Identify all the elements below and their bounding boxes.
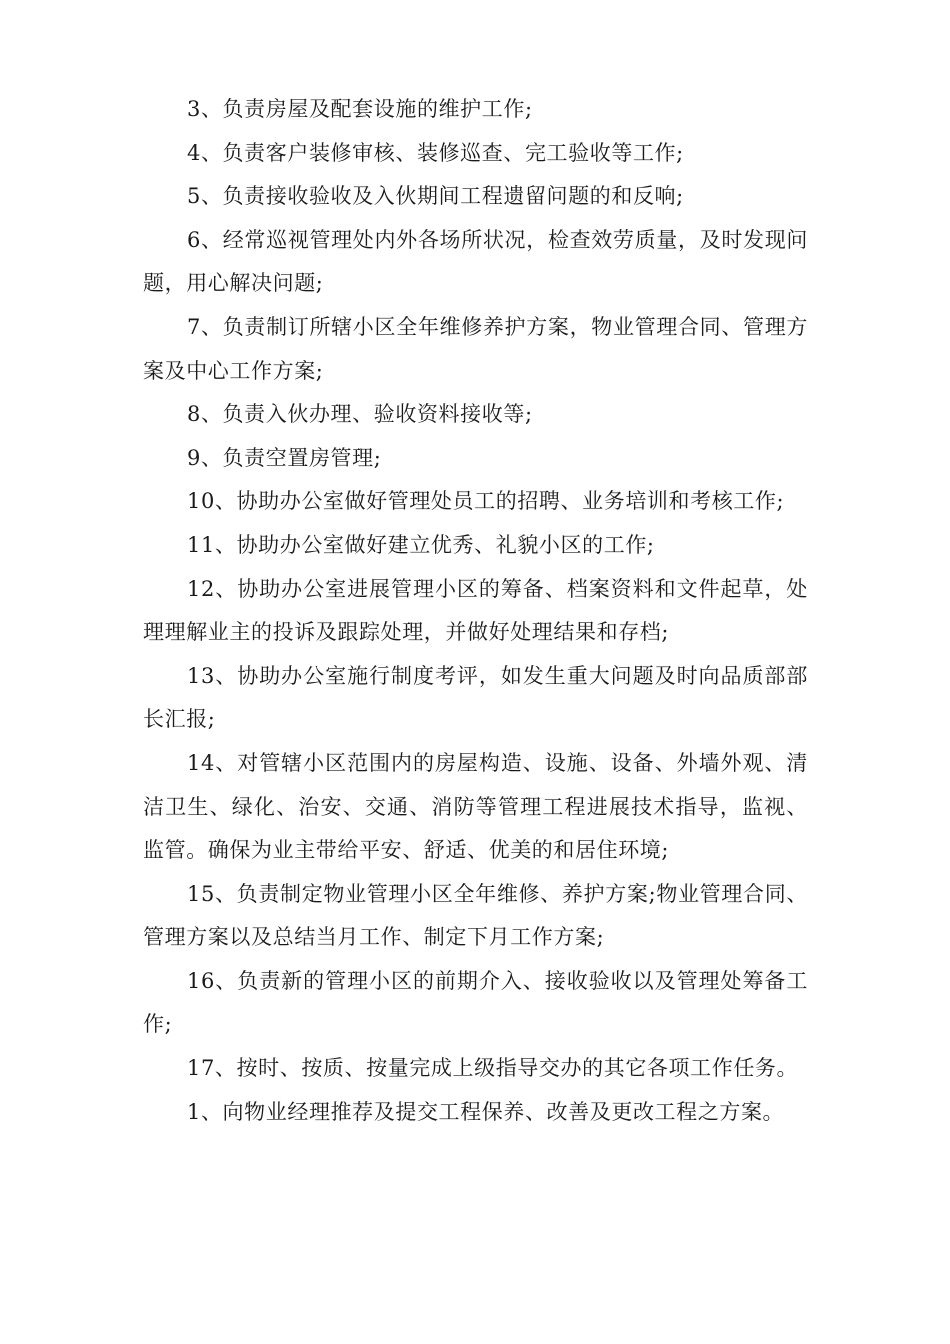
paragraph-item-10: 10、协助办公室做好管理处员工的招聘、业务培训和考核工作; bbox=[187, 489, 785, 514]
paragraph-item-16: 16、负责新的管理小区的前期介入、接收验收以及管理处筹备工作; bbox=[143, 968, 808, 1037]
paragraph-item-7: 7、负责制订所辖小区全年维修养护方案，物业管理合同、管理方案及中心工作方案; bbox=[143, 314, 808, 383]
paragraph-item-1-second-list: 1、向物业经理推荐及提交工程保养、改善及更改工程之方案。 bbox=[187, 1099, 785, 1124]
paragraph-item-6: 6、经常巡视管理处内外各场所状况，检查效劳质量，及时发现问题，用心解决问题; bbox=[143, 227, 808, 296]
paragraph-item-17: 17、按时、按质、按量完成上级指导交办的其它各项工作任务。 bbox=[187, 1056, 799, 1081]
paragraph-item-5: 5、负责接收验收及入伙期间工程遗留问题的和反响; bbox=[187, 184, 684, 209]
document-body bbox=[143, 88, 808, 1134]
paragraph-item-8: 8、负责入伙办理、验收资料接收等; bbox=[187, 402, 533, 427]
paragraph-item-13: 13、协助办公室施行制度考评，如发生重大问题及时向品质部部长汇报; bbox=[143, 663, 808, 732]
paragraph-item-4: 4、负责客户装修审核、装修巡查、完工验收等工作; bbox=[187, 140, 684, 165]
paragraph-item-11: 11、协助办公室做好建立优秀、礼貌小区的工作; bbox=[187, 532, 655, 557]
paragraph-item-9: 9、负责空置房管理; bbox=[187, 445, 382, 470]
paragraph-item-14: 14、对管辖小区范围内的房屋构造、设施、设备、外墙外观、清洁卫生、绿化、治安、交通、消防等管理工程进展技术指导，监视、监管。确保为业主带给平安、舒适、优美的和居住环境; bbox=[143, 750, 808, 863]
paragraph-item-12: 12、协助办公室进展管理小区的筹备、档案资料和文件起草，处理理解业主的投诉及跟踪处理，并做好处理结果和存档; bbox=[143, 576, 808, 645]
paragraph-item-15: 15、负责制定物业管理小区全年维修、养护方案;物业管理合同、管理方案以及总结当月工作、制定下月工作方案; bbox=[143, 881, 808, 950]
paragraph-item-3: 3、负责房屋及配套设施的维护工作; bbox=[187, 97, 533, 121]
